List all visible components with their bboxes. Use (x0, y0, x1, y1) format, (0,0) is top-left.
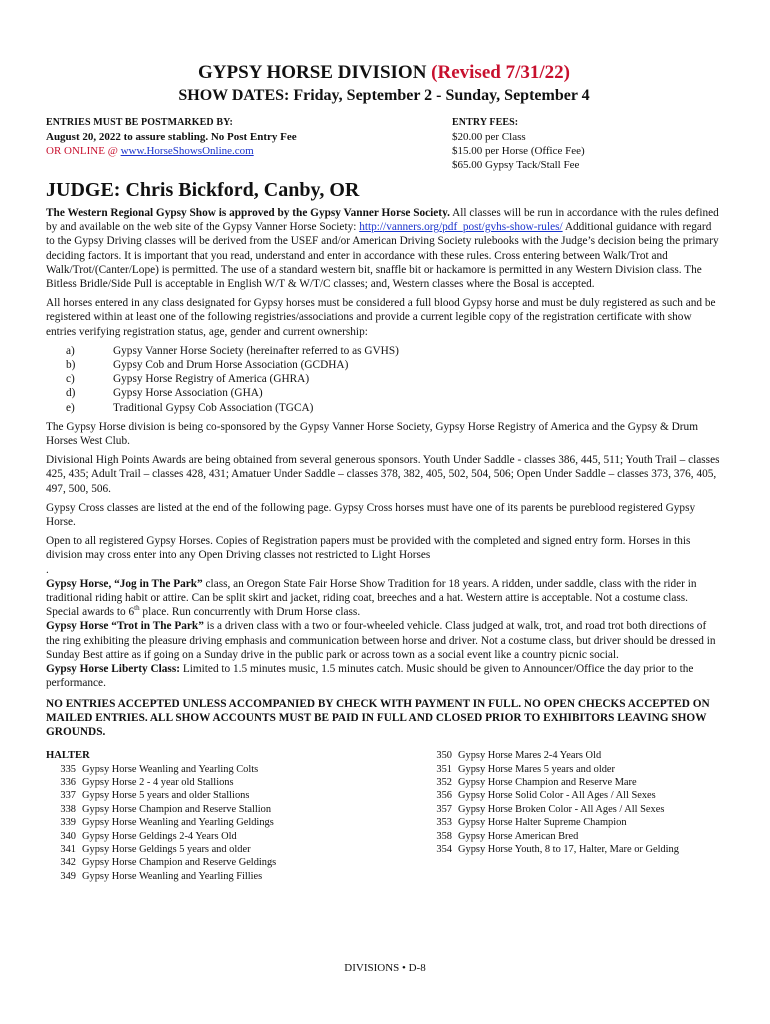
halter-classes (46, 749, 722, 883)
fees-label: ENTRY FEES: (452, 117, 519, 128)
online-prefix: OR ONLINE @ (46, 145, 121, 157)
class-row (46, 830, 422, 843)
division-title (46, 62, 722, 84)
class-number: 358 (436, 830, 452, 842)
class-row (46, 843, 422, 856)
online-entry-link[interactable]: www.HorseShowsOnline.com (120, 145, 254, 157)
class-list-right (422, 749, 722, 856)
class-number: 342 (60, 857, 76, 869)
class-row (422, 749, 722, 762)
class-number: 350 (436, 750, 452, 762)
class-row (422, 816, 722, 829)
class-row (46, 856, 422, 869)
class-name: Gypsy Horse Weanling and Yearling Geldings (82, 817, 274, 829)
list-item (66, 344, 722, 358)
rules-approval: The Western Regional Gypsy Show is approved by the Gypsy Vanner Horse Society. (46, 207, 450, 219)
list-marker: d) (66, 387, 76, 400)
class-row (422, 843, 722, 856)
class-name: Gypsy Horse American Bred (458, 830, 579, 842)
list-marker: e) (66, 401, 75, 414)
list-marker: b) (66, 359, 76, 372)
class-name: Gypsy Horse Halter Supreme Champion (458, 817, 627, 829)
entries-block (46, 116, 446, 172)
list-item (66, 401, 722, 415)
class-name: Gypsy Horse 5 years and older Stallions (82, 790, 250, 802)
jog-in-park-paragraph (46, 577, 722, 620)
list-marker: a) (66, 344, 75, 357)
ordinal-suffix: th (134, 604, 140, 613)
class-row (422, 830, 722, 843)
class-name: Gypsy Horse Youth, 8 to 17, Halter, Mare or Gelding (458, 843, 679, 855)
class-row (46, 789, 422, 802)
class-name: Gypsy Horse Solid Color - All Ages / All Sexes (458, 790, 656, 802)
class-row (46, 816, 422, 829)
list-text: Gypsy Cob and Drum Horse Association (GCDHA) (113, 359, 349, 372)
title-revised: (Revised 7/31/22) (431, 62, 570, 83)
class-row (46, 763, 422, 776)
open-registered-text: Open to all registered Gypsy Horses. Copies of Registration papers must be provided with the completed and signed entry form. Horses in this division may cross enter into any Open Driving classes not restricted to Light Horses (46, 535, 691, 562)
class-name: Gypsy Horse Mares 2-4 Years Old (458, 750, 602, 762)
entries-label: ENTRIES MUST BE POSTMARKED BY: (46, 117, 233, 128)
online-entry (46, 144, 446, 158)
trot-in-park-paragraph (46, 619, 722, 662)
list-marker: c) (66, 373, 75, 386)
class-number: 354 (436, 843, 452, 855)
fee-item: $15.00 per Horse (Office Fee) (452, 145, 585, 157)
halter-column-left (46, 749, 422, 883)
rules-link[interactable]: http://vanners.org/pdf_post/gvhs-show-rules/ (359, 221, 563, 234)
entries-fees-row (46, 116, 722, 172)
class-name: Gypsy Horse Broken Color - All Ages / All Sexes (458, 803, 665, 815)
list-text: Gypsy Vanner Horse Society (hereinafter referred to as GVHS) (113, 344, 399, 357)
payment-notice: NO ENTRIES ACCEPTED UNLESS ACCOMPANIED BY CHECK WITH PAYMENT IN FULL. NO OPEN CHECKS ACCEPTED ON MAILED ENTRIES. ALL SHOW ACCOUNTS MUST BE PAID IN FULL AND CLOSED PRIOR TO EXHIBITORS LEAVING SHOW GROUNDS. (46, 697, 710, 738)
jog-in-park-text-a: class, an Oregon State Fair Horse Show Tradition for 18 years. A ridden, under saddle, class with the rider in traditional riding habit or attire. Can be split skirt and jacket, riding coat, breeches and a hat. Western attire is acceptable. Not a costume class. Special awards to 6 (46, 577, 697, 619)
class-row (422, 789, 722, 802)
class-number: 353 (436, 817, 452, 829)
class-number: 351 (436, 763, 452, 775)
class-number: 336 (60, 776, 76, 788)
title-main: GYPSY HORSE DIVISION (198, 62, 427, 83)
class-number: 337 (60, 790, 76, 802)
class-row (46, 870, 422, 883)
class-name: Gypsy Horse Mares 5 years and older (458, 763, 615, 775)
class-name: Gypsy Horse Champion and Reserve Geldings (82, 857, 277, 869)
class-number: 352 (436, 776, 452, 788)
class-row (46, 803, 422, 816)
class-name: Gypsy Horse Weanling and Yearling Colts (82, 763, 259, 775)
class-name: Gypsy Horse Champion and Reserve Mare (458, 776, 637, 788)
class-row (422, 803, 722, 816)
class-number: 338 (60, 803, 76, 815)
entries-deadline: August 20, 2022 to assure stabling. No Post Entry Fee (46, 131, 297, 143)
open-registered-paragraph (46, 534, 722, 577)
cosponsor-paragraph: The Gypsy Horse division is being co-sponsored by the Gypsy Vanner Horse Society, Gypsy Horse Registry of America and the Gypsy & Drum Horses West Club. (46, 420, 698, 448)
list-item (66, 358, 722, 372)
class-name: Gypsy Horse 2 - 4 year old Stallions (82, 776, 234, 788)
class-name: Gypsy Horse Champion and Reserve Stallion (82, 803, 272, 815)
rules-text-b: Additional guidance with regard to the Gypsy Driving classes will be derived from the USEF and/or American Driving Society rulebooks with the Judge’s decision being the primary deciding factors. It is important that you read, understand and enter in accordance with these rules. Cross entering between Walk/Trot and Walk/Trot/(Canter/Lope) is permitted. The use of a standard western bit, snaffle bit or hackamore is permitted in any Western Division class. The Bitless Bridle/Side Pull is acceptable in English W/T & W/T/C classes; and, Western classes where the Bosal is accepted. (46, 221, 719, 291)
registry-list (66, 344, 722, 415)
list-text: Traditional Gypsy Cob Association (TGCA) (113, 401, 314, 414)
liberty-class-title: Gypsy Horse Liberty Class: (46, 663, 180, 676)
high-points-paragraph: Divisional High Points Awards are being obtained from several generous sponsors. Youth Under Saddle - classes 386, 445, 511; Youth Trail – classes 425, 435; Adult Trail – classes 428, 431; Amatuer Under Saddle – classes 378, 382, 405, 502, 504, 506; Open Under Saddle – classes 373, 376, 405, 497, 500, 506. (46, 454, 720, 495)
halter-column-right (422, 749, 722, 883)
class-number: 341 (60, 843, 76, 855)
class-row (422, 763, 722, 776)
halter-heading: HALTER (46, 750, 90, 762)
liberty-class-text: Limited to 1.5 minutes music, 1.5 minutes catch. Music should be given to Announcer/Office the day prior to the performance. (46, 663, 694, 690)
list-text: Gypsy Horse Registry of America (GHRA) (113, 373, 310, 386)
class-row (46, 776, 422, 789)
fees-block (452, 116, 722, 172)
class-name: Gypsy Horse Geldings 5 years and older (82, 843, 251, 855)
show-dates: SHOW DATES: Friday, September 2 - Sunday, September 4 (178, 87, 590, 104)
trot-in-park-title: Gypsy Horse “Trot in The Park” (46, 620, 204, 633)
class-number: 349 (60, 870, 76, 882)
page-footer: DIVISIONS • D-8 (344, 962, 426, 974)
registration-paragraph: All horses entered in any class designated for Gypsy horses must be considered a full blood Gypsy horse and must be duly registered as such and be registered within at least one of the following registries/associations and provide a current legible copy of the registration certificate with show entries verifying registration status, age, gender and current ownership: (46, 297, 716, 338)
list-text: Gypsy Horse Association (GHA) (113, 387, 263, 400)
jog-in-park-text-b: place. Run concurrently with Drum Horse class. (139, 606, 361, 619)
gypsy-cross-paragraph: Gypsy Cross classes are listed at the end of the following page. Gypsy Cross horses must have one of its parents be pureblood registered Gypsy Horse. (46, 501, 696, 529)
fee-item: $65.00 Gypsy Tack/Stall Fee (452, 159, 580, 171)
jog-in-park-title: Gypsy Horse, “Jog in The Park” (46, 577, 203, 590)
class-list-left (46, 763, 422, 884)
rules-text-a: All classes will be run in accordance with the rules defined by and available on the web site of the Gypsy Vanner Horse Society: (46, 207, 719, 234)
rules-paragraph (46, 206, 722, 291)
class-name: Gypsy Horse Weanling and Yearling Fillies (82, 870, 263, 882)
trot-in-park-text: is a driven class with a two or four-wheeled vehicle. Class judged at walk, trot, and road trot both directions of the ring exhibiting the pleasure driving emphasis and communication between horse and driver. Not a costume class, but driver should be dressed in Sunday Best attire as if going on a Sunday drive in the public park or across town as a social event like a country picnic social. (46, 620, 716, 661)
class-name: Gypsy Horse Geldings 2-4 Years Old (82, 830, 237, 842)
stray-period: . (46, 563, 49, 576)
liberty-class-paragraph (46, 662, 722, 690)
list-item (66, 386, 722, 400)
fee-item: $20.00 per Class (452, 131, 526, 143)
class-number: 339 (60, 817, 76, 829)
class-row (422, 776, 722, 789)
class-number: 340 (60, 830, 76, 842)
list-item (66, 372, 722, 386)
class-number: 356 (436, 790, 452, 802)
class-number: 357 (436, 803, 452, 815)
class-number: 335 (60, 763, 76, 775)
judge-heading: JUDGE: Chris Bickford, Canby, OR (46, 179, 360, 201)
